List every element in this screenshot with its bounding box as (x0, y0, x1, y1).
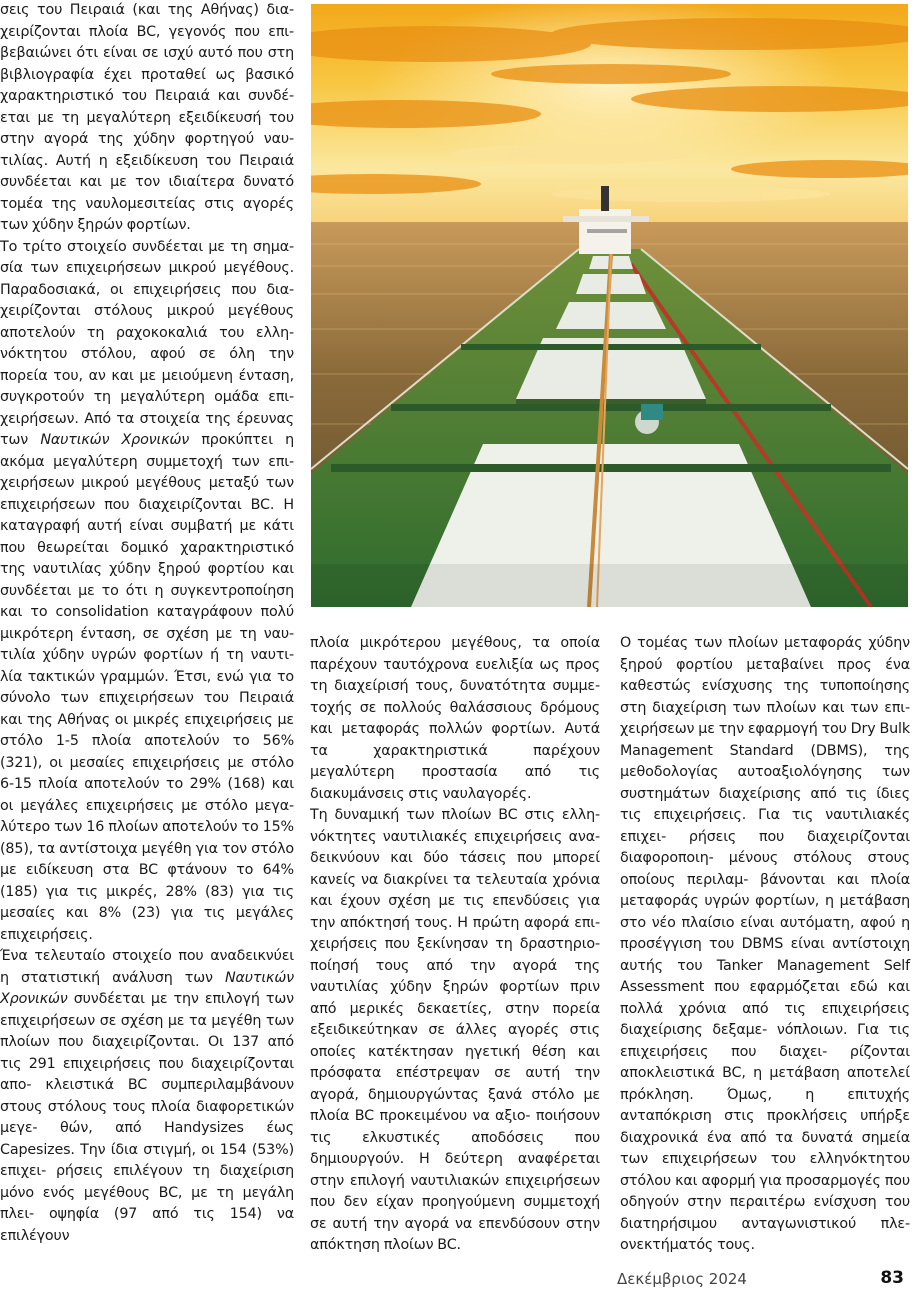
article-column-2 (310, 633, 600, 1257)
page-number: 83 (880, 1268, 904, 1288)
article-column-1 (0, 0, 294, 1247)
text-run: Ένα τελευταίο στοιχείο που αναδεικνύει η στατιστική ανάλυση των (0, 948, 294, 986)
text-run: Το τρίτο στοιχείο συνδέεται με τη σημα- σία των επιχειρήσεων μικρού μεγέθους. Παραδοσιακά, οι επιχειρήσεις που δια- χειρίζονται στόλους μικρού μεγέθους αποτελούν τη ραχοκοκαλιά του ελλη- νόκτητου στόλου, αφού σε όλη την πορεία του, αν και με μειούμενη ένταση, συγκροτούν τη μεγαλύτερη ομάδα επι- χειρήσεων. Από τα στοιχεία της έρευνας των (0, 238, 294, 448)
text-run: συνδέεται με την επιλογή των επιχειρήσεων σε σχέση με τα μεγέθη των πλοίων που διαχειρίζονται. Οι 137 από τις 291 επιχειρήσεις που διαχειρίζονται απο- κλειστικά BC συμπεριλαμβάνουν στους στόλους τους πλοία διαφορετικών μεγε- θών, από Handysizes έως Capesizes. Την ίδια στιγμή, οι 154 (53%) επιχει- ρήσεις επιλέγουν τη διαχείριση μόνο ενός μεγέθους BC, με τη μεγάλη πλει- οψηφία (97 από τις 154) να επιλέγουν (0, 991, 294, 1244)
paragraph (0, 946, 294, 1247)
paragraph: Ο τομέας των πλοίων μεταφοράς χύδην ξηρού φορτίου μεταβαίνει προς ένα καθεστώς ενίσχυσης της τυποποίησης στη διαχείριση των πλοίων και των επι- χειρήσεων με την εφαρμογή του Dry Bulk Management Standard (DBMS), της μεθοδολογίας αυτοαξιολόγησης των συστημάτων διαχείρισης από τις ίδιες τις επιχειρήσεις. Για τις ναυτιλιακές επιχει- ρήσεις που διαχειρίζονται διαφοροποιη- μένους στόλους στους οποίους περιλαμ- βάνονται και πλοία μεταφοράς υγρών φορτίων, η μετάβαση στο νέο πλαίσιο είναι αυτόματη, αφού η προσέγγιση του DBMS είναι αντίστοιχη αυτής του Tanker Management Self Assessment που εφαρμόζεται εδώ και πολλά χρόνια από τις επιχειρήσεις διαχείρισης δεξαμε- νόπλοιων. Για τις επιχειρήσεις που διαχει- ρίζονται αποκλειστικά BC, η μετάβαση αποτελεί πρόκληση. Όμως, η επιτυχής ανταπόκριση στις προκλήσεις υπήρξε διαχρονικά ένα από τα δυνατά σημεία των επιχειρήσεων του ελληνόκτητου στόλου και αφορμή για προσαρμογές που οδηγούν στην περαιτέρω ενίσχυση του διατηρήσιμου ανταγωνιστικού πλε- ονεκτήματός τους. (620, 635, 910, 1253)
publication-name: Ναυτικών Χρονικών (0, 969, 294, 1007)
paragraph: σεις του Πειραιά (και της Αθήνας) δια- χειρίζονται πλοία BC, γεγονός που επι- βεβαιώνει ότι είναι σε ισχύ αυτό που στη βιβλιογραφία έχει προταθεί ως βασικό χαρακτηριστικό του Πειραιά και συνδέ- εται με τη μεγαλύτερη εξειδίκευσή του στην αγορά της χύδην φορτηγού ναυ- τιλίας. Αυτή η εξειδίκευση του Πειραιά συνδέεται και με τον ιδιαίτερα δυνατό τομέα της ναυλομεσιτείας στις αγορές των χύδην ξηρών φορτίων. (0, 2, 294, 233)
paragraph: Τη δυναμική των πλοίων BC στις ελλη- νόκτητες ναυτιλιακές επιχειρήσεις ανα- δεικνύουν και δύο τάσεις που μπορεί κανείς να διακρίνει τα τελευταία χρόνια και έχουν σχέση με τις επενδύσεις για την απόκτησή τους. Η πρώτη αφορά επι- χειρήσεις που ξεκίνησαν τη δραστηριο- ποίησή τους από την αγορά της ναυτιλίας χύδην ξηρών φορτίων πριν από μερικές δεκαετίες, στην πορεία εξειδικεύτηκαν σε άλλες αγορές στις οποίες κατέκτησαν ηγετική θέση και πρόσφατα επέστρεψαν σε αυτή την αγορά, δημιουργώντας ξανά στόλο με πλοία BC προκειμένου να αξιο- ποιήσουν τις ελκυστικές αποδόσεις που δημιουργούν. Η δεύτερη αναφέρεται στην επιλογή ναυτιλιακών επιχειρήσεων που δεν είχαν προηγούμενη συμμετοχή σε αυτή την αγορά να επενδύσουν στην απόκτηση πλοίων BC. (310, 807, 600, 1253)
text-run: προκύπτει η ακόμα μεγαλύτερη συμμετοχή των επι- χειρήσεων μικρού μεγέθους μεταξύ των επιχειρήσεων που διαχειρίζονται BC. Η καταγραφή αυτή είναι συμβατή με κάτι που θεωρείται δομικό χαρακτηριστικό της ναυτιλίας χύδην ξηρού φορτίου και συνδέεται με το ότι η συγκεντροποίηση και το consolidation καταγράφουν πολύ μικρότερη ένταση, σε σχέση με τη ναυ- τιλία χύδην υγρών φορτίων ή τη ναυτι- λία τακτικών γραμμών. Έτσι, ενώ για το σύνολο των επιχειρήσεων του Πειραιά και της Αθήνας οι μικρές επιχειρήσεις με στόλο 1-5 πλοία αποτελούν το 56% (321), οι μεσαίες επιχειρήσεις με στόλο 6-15 πλοία αποτελούν το 29% (168) και οι μεγάλες επιχειρήσεις με στόλο μεγα- λύτερο των 16 πλοίων αποτελούν το 15% (85), τα αντίστοιχα μεγέθη για τον στόλο με ειδίκευση στα BC φτάνουν το 64% (185) για τις μικρές, 28% (83) για τις μεσαίες και 8% (23) για τις μεγάλες επιχειρήσεις. (0, 432, 294, 943)
bulk-carrier-photo (311, 4, 908, 607)
article-column-3 (620, 633, 910, 1257)
issue-date: Δεκέμβριος 2024 (617, 1270, 747, 1288)
paragraph: πλοία μικρότερου μεγέθους, τα οποία παρέχουν ταυτόχρονα ευελιξία ως προς τη διαχείρισή τους, δυνατότητα συμμε- τοχής σε πολλούς θαλάσσιους δρόμους και μεταφοράς πολλών φορτίων. Αυτά τα χαρακτηριστικά παρέχουν μεγαλύτερη προστασία από τις διακυμάνσεις στις ναυλαγορές. (310, 635, 600, 802)
paragraph (0, 237, 294, 947)
publication-name: Ναυτικών Χρονικών (40, 432, 190, 448)
